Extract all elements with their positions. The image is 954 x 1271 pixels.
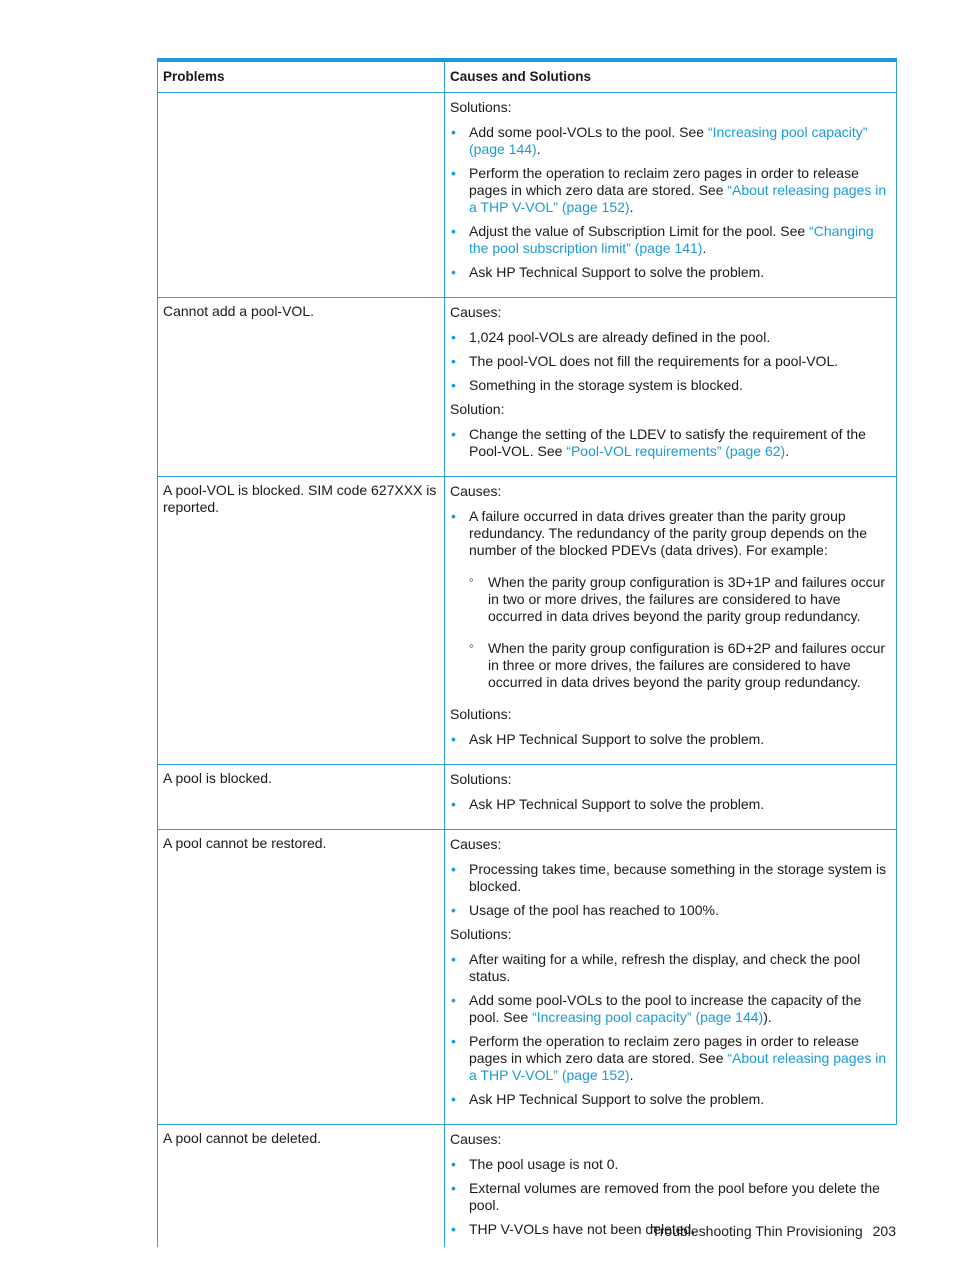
- problem-cell: A pool cannot be restored.: [157, 830, 445, 1124]
- list-item: [450, 731, 891, 748]
- sub-list-item: ◦ When the parity group configuration is 6D+2P and failures occur in three or more drives, the failures are considered to have occurred in data drives beyond the parity group redundancy.: [469, 640, 891, 691]
- troubleshooting-table: [157, 58, 897, 1247]
- list-item: [450, 951, 891, 985]
- header-causes-solutions: Causes and Solutions: [445, 62, 897, 92]
- item-text: The pool-VOL does not fill the requirements for a pool-VOL.: [469, 353, 839, 369]
- list-item: [450, 223, 891, 257]
- bullet-list: [450, 731, 891, 748]
- item-punctuation: ).: [763, 1009, 772, 1025]
- item-text: Something in the storage system is blocked.: [469, 377, 743, 393]
- bullet-list: [450, 426, 891, 460]
- bullet-list: [450, 508, 891, 691]
- sub-list: [469, 574, 891, 691]
- list-item: [450, 861, 891, 895]
- problem-cell: A pool is blocked.: [157, 765, 445, 829]
- item-text: The pool usage is not 0.: [469, 1156, 619, 1172]
- list-item: [450, 1156, 892, 1173]
- cross-reference-link[interactable]: “Increasing pool capacity” (page 144): [469, 124, 868, 157]
- cross-reference-link[interactable]: “Pool-VOL requirements” (page 62): [566, 443, 786, 459]
- list-item: [450, 508, 891, 691]
- problem-cell: A pool cannot be deleted.: [157, 1125, 445, 1247]
- item-text: Ask HP Technical Support to solve the problem.: [469, 731, 765, 747]
- section-label: Causes:: [450, 1131, 502, 1147]
- item-punctuation: .: [785, 443, 790, 459]
- item-punctuation: .: [629, 1067, 634, 1083]
- item-text: Adjust the value of Subscription Limit for the pool. See: [469, 223, 810, 239]
- cross-reference-link[interactable]: “Increasing pool capacity” (page 144): [532, 1009, 764, 1025]
- section-label: Solutions:: [450, 926, 512, 942]
- table-row: [157, 830, 897, 1125]
- item-text: Ask HP Technical Support to solve the problem.: [469, 796, 765, 812]
- table-row: [157, 298, 897, 477]
- problem-cell: A pool-VOL is blocked. SIM code 627XXX is reported.: [157, 477, 445, 764]
- section-label: Solutions:: [450, 706, 512, 722]
- item-text: Ask HP Technical Support to solve the problem.: [469, 1091, 765, 1107]
- item-text: After waiting for a while, refresh the display, and check the pool status.: [469, 951, 861, 984]
- list-item: [450, 992, 891, 1026]
- bullet-list: [450, 124, 891, 281]
- list-item: [450, 1091, 891, 1108]
- item-text: 1,024 pool-VOLs are already defined in the pool.: [469, 329, 771, 345]
- item-text: External volumes are removed from the pool before you delete the pool.: [469, 1180, 880, 1213]
- causes-solutions-cell: [445, 298, 897, 476]
- table-header: [157, 62, 897, 93]
- item-text: Processing takes time, because something in the storage system is blocked.: [469, 861, 887, 894]
- item-text: Ask HP Technical Support to solve the problem.: [469, 264, 765, 280]
- list-item: [450, 1180, 892, 1214]
- cross-reference-link[interactable]: “About releasing pages in a THP V-VOL” (page 152): [469, 1050, 887, 1083]
- item-text: Add some pool-VOLs to the pool to increase the capacity of the pool. See: [469, 992, 862, 1025]
- cross-reference-link[interactable]: “About releasing pages in a THP V-VOL” (page 152): [469, 182, 887, 215]
- page-number: 203: [872, 1223, 896, 1239]
- list-item: [450, 1033, 891, 1084]
- item-text: Change the setting of the LDEV to satisfy the requirement of the Pool-VOL. See: [469, 426, 866, 459]
- item-punctuation: .: [536, 141, 541, 157]
- list-item: [450, 796, 891, 813]
- causes-solutions-cell: [445, 765, 897, 829]
- section-label: Causes:: [450, 483, 502, 499]
- item-text: Usage of the pool has reached to 100%.: [469, 902, 719, 918]
- bullet-list: [450, 329, 891, 394]
- list-item: [450, 124, 891, 158]
- list-item: [450, 377, 891, 394]
- item-text: Perform the operation to reclaim zero pages in order to release pages in which zero data are stored. See: [469, 1033, 859, 1066]
- section-label: Causes:: [450, 836, 502, 852]
- table-body: [157, 93, 897, 1247]
- list-item: [450, 426, 891, 460]
- list-item: [450, 165, 891, 216]
- causes-solutions-cell: [445, 93, 897, 297]
- table-row: [157, 93, 897, 298]
- cross-reference-link[interactable]: “Changing the pool subscription limit” (page 141): [469, 223, 874, 256]
- section-label: Solution:: [450, 401, 505, 417]
- bullet-list: [450, 796, 891, 813]
- problem-cell: Cannot add a pool-VOL.: [157, 298, 445, 476]
- footer-title: Troubleshooting Thin Provisioning: [651, 1223, 863, 1239]
- item-punctuation: .: [702, 240, 707, 256]
- item-punctuation: .: [629, 199, 634, 215]
- causes-solutions-cell: [445, 477, 897, 764]
- list-item: [450, 902, 891, 919]
- sub-list-item: ◦ When the parity group configuration is 3D+1P and failures occur in two or more drives, the failures are considered to have occurred in data drives beyond the parity group redundancy.: [469, 574, 891, 625]
- causes-solutions-cell: [445, 830, 897, 1124]
- list-item: [450, 329, 891, 346]
- item-text: A failure occurred in data drives greater than the parity group redundancy. The redundancy of the parity group depends on the number of the blocked PDEVs (data drives). For example:: [469, 508, 867, 558]
- list-item: [450, 353, 891, 370]
- list-item: [450, 264, 891, 281]
- bullet-list: [450, 951, 891, 1108]
- page-footer: [652, 1223, 896, 1239]
- item-text: Perform the operation to reclaim zero pages in order to release pages in which zero data are stored. See: [469, 165, 859, 198]
- table-row: [157, 477, 897, 765]
- section-label: Solutions:: [450, 99, 512, 115]
- section-label: Solutions:: [450, 771, 512, 787]
- item-text: Add some pool-VOLs to the pool. See: [469, 124, 708, 140]
- item-text: THP V-VOLs have not been deleted.: [469, 1221, 696, 1237]
- header-problems: Problems: [157, 62, 445, 92]
- problem-cell: [157, 93, 445, 297]
- table-row: [157, 765, 897, 830]
- bullet-list: [450, 861, 891, 919]
- section-label: Causes:: [450, 304, 502, 320]
